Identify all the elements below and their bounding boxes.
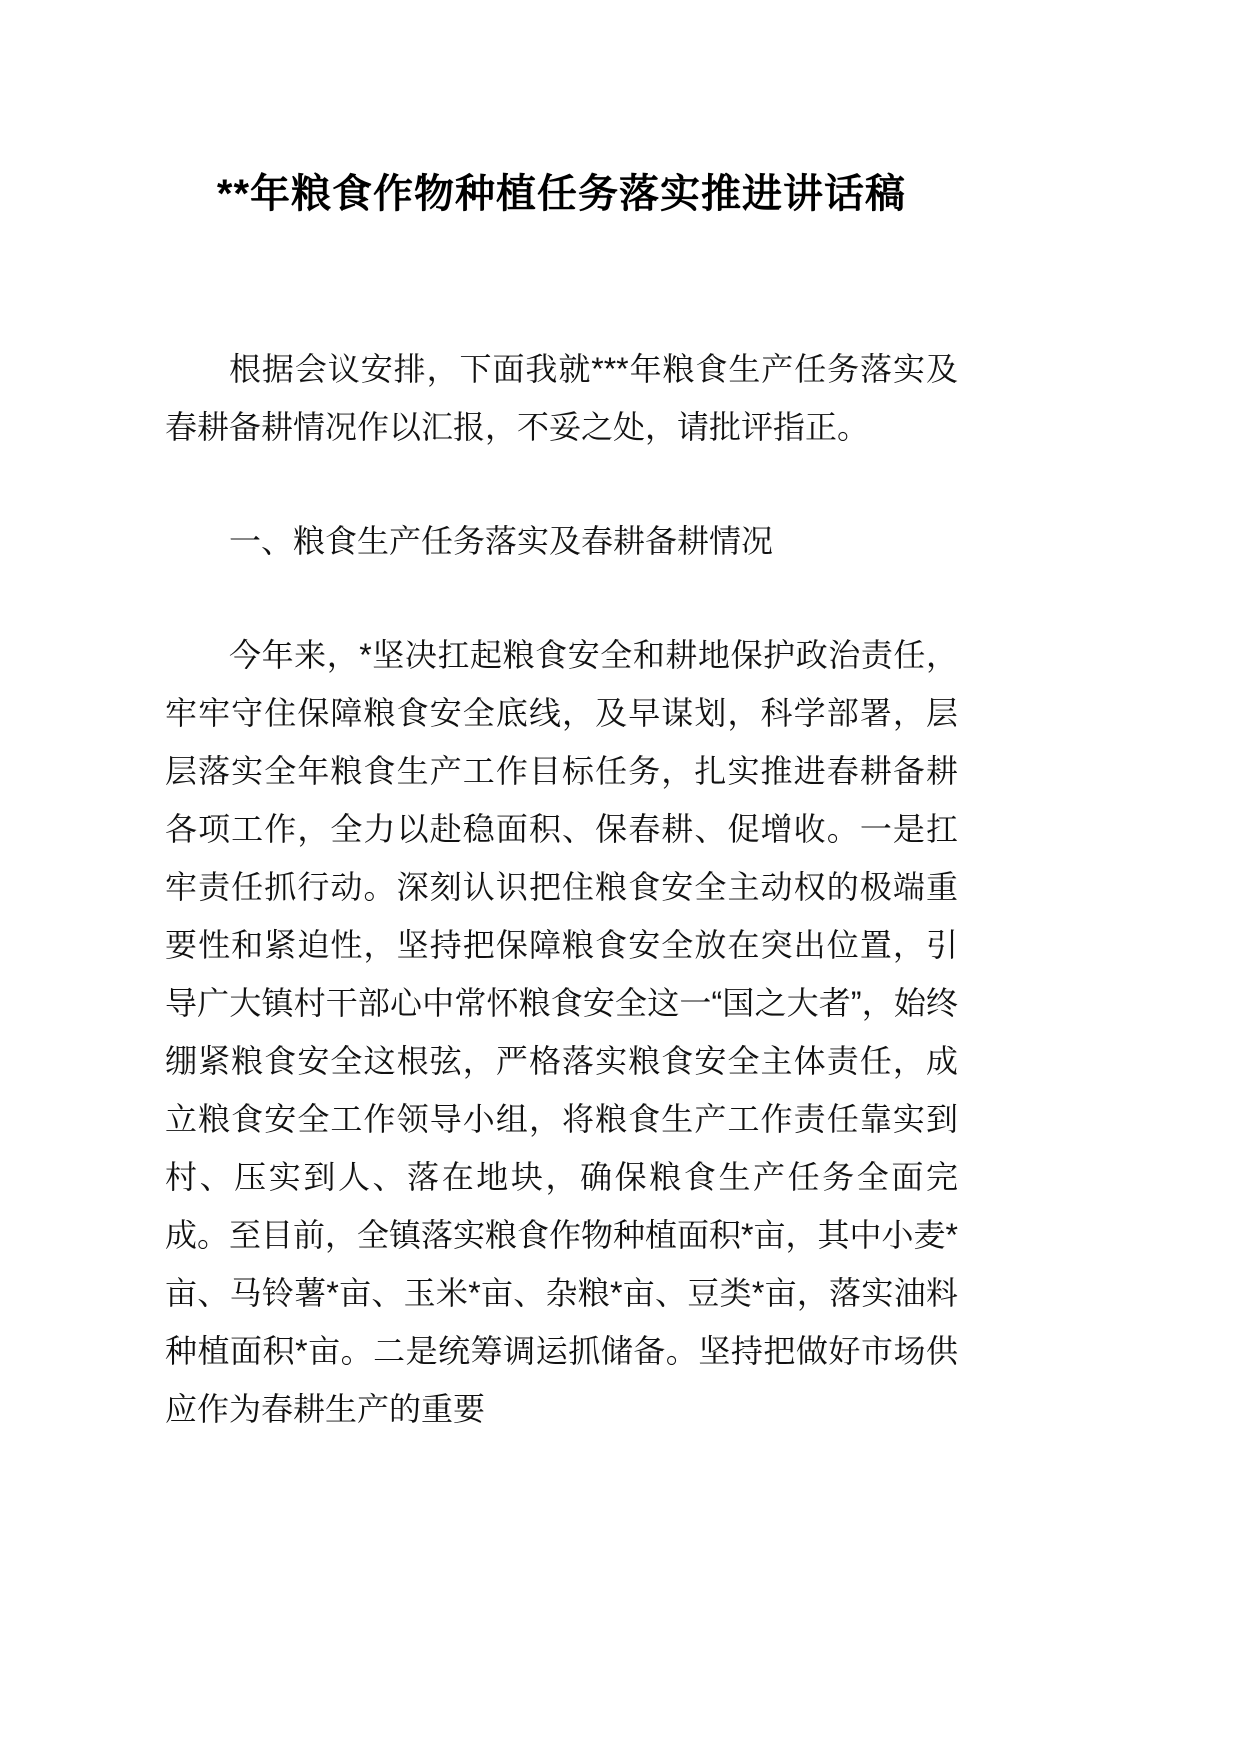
section-heading: 一、粮食生产任务落实及春耕备耕情况 — [229, 523, 774, 559]
document-title: **年粮食作物种植任务落实推进讲话稿 — [216, 172, 907, 216]
intro-paragraph: 根据会议安排，下面我就***年粮食生产任务落实及春耕备耕情况作以汇报，不妥之处，请批评指正。 — [165, 351, 958, 445]
body-paragraph: 今年来，*坚决扛起粮食安全和耕地保护政治责任，牢牢守住保障粮食安全底线，及早谋划，科学部署，层层落实全年粮食生产工作目标任务，扎实推进春耕备耕各项工作，全力以赴稳面积、保春耕、促增收。一是扛牢责任抓行动。深刻认识把住粮食安全主动权的极端重要性和紧迫性，坚持把保障粮食安全放在突出位置，引导广大镇村干部心中常怀粮食安全这一“国之大者”，始终绷紧粮食安全这根弦，严格落实粮食安全主体责任，成立粮食安全工作领导小组，将粮食生产工作责任靠实到村、压实到人、落在地块，确保粮食生产任务全面完成。至目前，全镇落实粮食作物种植面积*亩，其中小麦*亩、马铃薯*亩、玉米*亩、杂粮*亩、豆类*亩，落实油料种植面积*亩。二是统筹调运抓储备。坚持把做好市场供应作为春耕生产的重要 — [165, 637, 958, 1427]
